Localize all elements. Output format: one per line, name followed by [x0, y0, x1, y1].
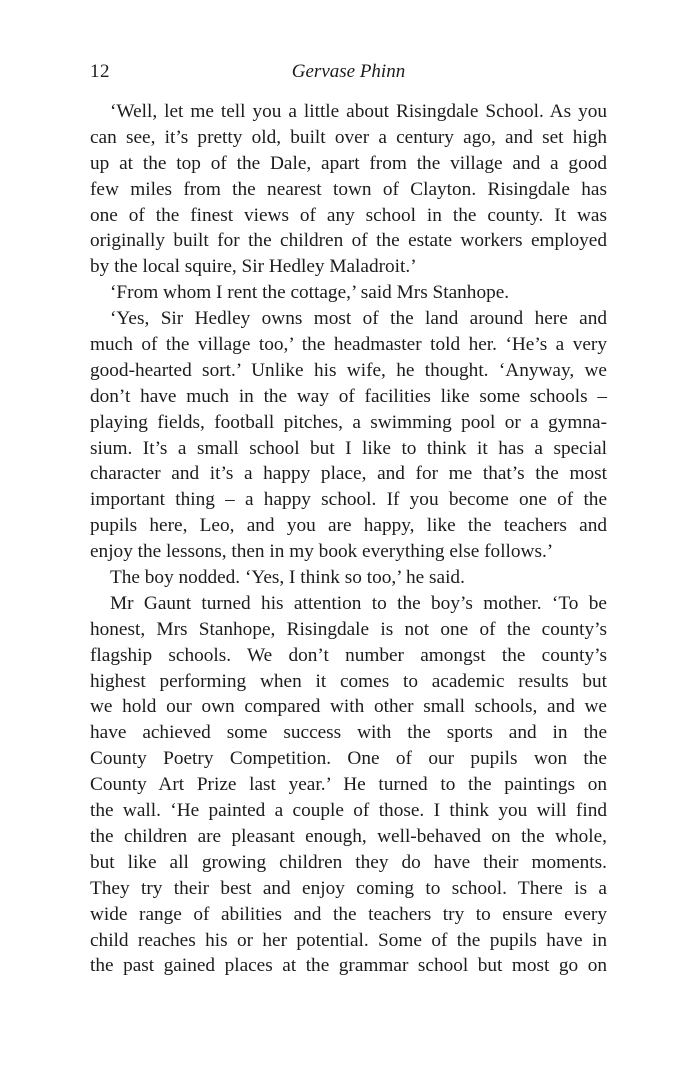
- text-line: one of the finest views of any school in the county. It was: [90, 204, 607, 226]
- page-number: 12: [90, 61, 110, 82]
- text-line: sium. It’s a small school but I like to think it has a special: [90, 437, 607, 459]
- text-line: good-hearted sort.’ Unlike his wife, he thought. ‘Anyway, we: [90, 359, 607, 381]
- text-line: ‘Well, let me tell you a little about Risingdale School. As you: [110, 101, 607, 122]
- text-line: important thing – a happy school. If you become one of the: [90, 489, 607, 511]
- text-line: playing fields, football pitches, a swimming pool or a gymna-: [90, 411, 607, 433]
- text-line: County Art Prize last year.’ He turned to the paintings on: [90, 774, 607, 796]
- text-line: don’t have much in the way of facilities like some schools –: [90, 385, 607, 407]
- text-line: originally built for the children of the estate workers employed: [90, 230, 607, 252]
- text-line: ‘From whom I rent the cottage,’ said Mrs Stanhope.: [110, 282, 510, 304]
- text-line: They try their best and enjoy coming to school. There is a: [90, 877, 607, 899]
- running-head-author: Gervase Phinn: [291, 61, 406, 82]
- text-line: up at the top of the Dale, apart from the village and a good: [90, 152, 607, 174]
- text-line: flagship schools. We don’t number amongst the county’s: [90, 644, 607, 666]
- text-line: but like all growing children they do have their moments.: [90, 851, 607, 873]
- text-line: we hold our own compared with other small schools, and we: [90, 696, 607, 718]
- text-line: The boy nodded. ‘Yes, I think so too,’ he said.: [110, 567, 465, 589]
- text-line: pupils here, Leo, and you are happy, like the teachers and: [90, 515, 607, 537]
- text-line: few miles from the nearest town of Clayton. Risingdale has: [90, 178, 607, 200]
- text-line: by the local squire, Sir Hedley Maladroit.’: [90, 256, 417, 278]
- text-line: have achieved some success with the sports and in the: [90, 722, 607, 744]
- text-line: enjoy the lessons, then in my book everything else follows.’: [90, 541, 554, 563]
- text-line: character and it’s a happy place, and for me that’s the most: [90, 463, 607, 485]
- text-line: the past gained places at the grammar school but most go on: [90, 955, 607, 977]
- text-line: highest performing when it comes to academic results but: [90, 670, 607, 692]
- text-line: the wall. ‘He painted a couple of those. I think you will find: [90, 800, 607, 822]
- running-head: [90, 58, 607, 86]
- text-line: wide range of abilities and the teachers try to ensure every: [90, 903, 607, 925]
- text-line: much of the village too,’ the headmaster told her. ‘He’s a very: [90, 334, 607, 356]
- body-text: [90, 99, 607, 979]
- text-line: child reaches his or her potential. Some of the pupils have in: [90, 929, 607, 951]
- text-line: ‘Yes, Sir Hedley owns most of the land around here and: [110, 308, 607, 330]
- text-line: Mr Gaunt turned his attention to the boy’s mother. ‘To be: [110, 592, 607, 614]
- text-line: the children are pleasant enough, well-behaved on the whole,: [90, 825, 607, 847]
- text-line: honest, Mrs Stanhope, Risingdale is not one of the county’s: [90, 618, 607, 640]
- text-line: can see, it’s pretty old, built over a century ago, and set high: [90, 126, 607, 148]
- text-line: County Poetry Competition. One of our pupils won the: [90, 748, 607, 770]
